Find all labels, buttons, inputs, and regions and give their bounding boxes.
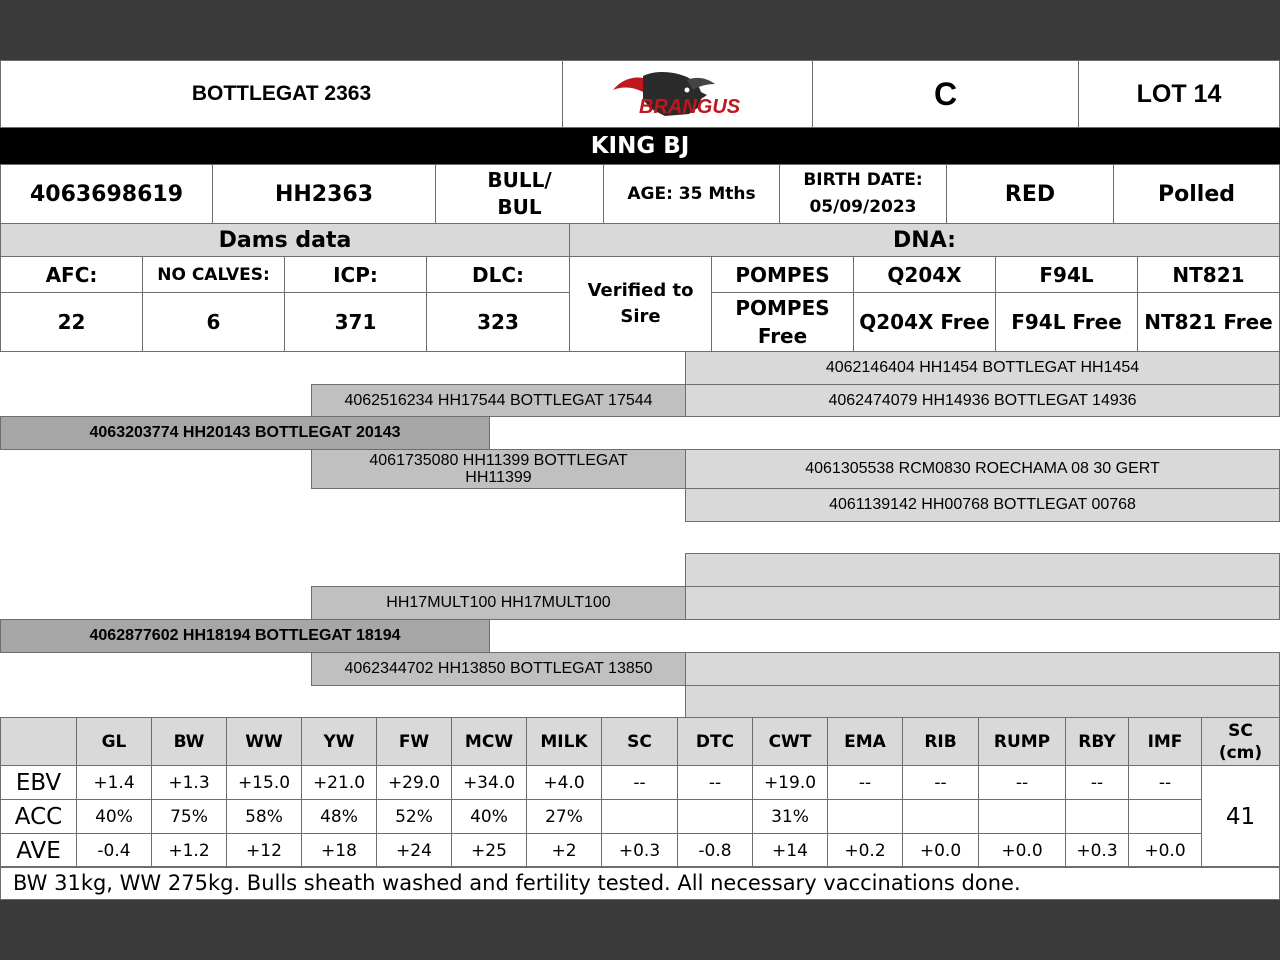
pedigree-dam: 4062877602 HH18194 BOTTLEGAT 18194: [0, 619, 490, 653]
colour: RED: [946, 164, 1114, 224]
ebv-cell: +19.0: [752, 765, 828, 800]
herd-id: HH2363: [212, 164, 436, 224]
ebv-header-ema: EMA: [827, 717, 903, 766]
pedigree-sss: 4062146404 HH1454 BOTTLEGAT HH1454: [685, 351, 1280, 385]
ebv-cell: -0.8: [677, 833, 753, 868]
ebv-header-bw: BW: [151, 717, 227, 766]
icp-label: ICP:: [284, 256, 427, 293]
age: AGE: 35 Mths: [603, 164, 780, 224]
ebv-cell: --: [1128, 765, 1202, 800]
ebv-header-dtc: DTC: [677, 717, 753, 766]
ebv-header-imf: IMF: [1128, 717, 1202, 766]
pedigree-dss: [685, 553, 1280, 587]
ebv-header-rby: RBY: [1065, 717, 1129, 766]
dna-result-f94l: F94L Free: [995, 292, 1138, 352]
dams-data-title: Dams data: [0, 223, 570, 257]
ebv-cell: 48%: [301, 799, 377, 834]
afc-label: AFC:: [0, 256, 143, 293]
ebv-cell: +0.3: [601, 833, 678, 868]
ebv-cell: 75%: [151, 799, 227, 834]
pedigree-dam-dam: 4062344702 HH13850 BOTTLEGAT 13850: [311, 652, 686, 686]
ebv-cell: 52%: [376, 799, 452, 834]
dlc-label: DLC:: [426, 256, 570, 293]
ebv-cell: [1128, 799, 1202, 834]
ebv-row-label-acc: ACC: [0, 799, 77, 834]
ebv-cell: 31%: [752, 799, 828, 834]
birth-date: [779, 164, 947, 224]
sc-cm-label: SC (cm): [1218, 720, 1263, 763]
ebv-cell: [978, 799, 1066, 834]
ebv-header-rib: RIB: [902, 717, 979, 766]
ebv-header-mcw: MCW: [451, 717, 527, 766]
ebv-cell: --: [601, 765, 678, 800]
ebv-cell: 58%: [226, 799, 302, 834]
lot-sheet: [0, 60, 1280, 900]
ebv-cell: +4.0: [526, 765, 602, 800]
ebv-row-label-ave: AVE: [0, 833, 77, 868]
ebv-cell: +0.0: [978, 833, 1066, 868]
ebv-header-milk: MILK: [526, 717, 602, 766]
pedigree-sds: 4061305538 RCM0830 ROECHAMA 08 30 GERT: [685, 449, 1280, 489]
dlc-value: 323: [426, 292, 570, 352]
dna-test-f94l: F94L: [995, 256, 1138, 293]
grade-letter: C: [812, 60, 1079, 128]
ebv-cell: +0.3: [1065, 833, 1129, 868]
pedigree-sire-dam-label: 4061735080 HH11399 BOTTLEGAT HH11399: [369, 452, 628, 486]
ebv-header-gl: GL: [76, 717, 152, 766]
verified-label: Verified to Sire: [587, 280, 694, 327]
ebv-cell: +2: [526, 833, 602, 868]
ebv-cell: [902, 799, 979, 834]
ebv-row-label-ebv: EBV: [0, 765, 77, 800]
ebv-header-fw: FW: [376, 717, 452, 766]
ebv-cell: --: [978, 765, 1066, 800]
ebv-cell: +0.0: [1128, 833, 1202, 868]
pedigree-dam-sire: HH17MULT100 HH17MULT100: [311, 586, 686, 620]
comments: [0, 866, 1280, 900]
ebv-cell: +1.4: [76, 765, 152, 800]
ebv-cell: [601, 799, 678, 834]
ebv-cell: --: [902, 765, 979, 800]
pedigree-sire-sire: 4062516234 HH17544 BOTTLEGAT 17544: [311, 384, 686, 417]
ebv-cell: --: [677, 765, 753, 800]
no-calves-value: 6: [142, 292, 285, 352]
dna-test-nt821: NT821: [1137, 256, 1280, 293]
animal-title: KING BJ: [0, 128, 1280, 164]
pedigree-sire-dam: [311, 449, 686, 489]
ebv-cell: [1065, 799, 1129, 834]
ebv-header-rump: RUMP: [978, 717, 1066, 766]
verified-to-sire: [569, 256, 712, 352]
dna-result-q204x: Q204X Free: [853, 292, 996, 352]
ebv-cell: [677, 799, 753, 834]
pedigree-dsd: [685, 586, 1280, 620]
ebv-cell: +1.2: [151, 833, 227, 868]
dna-result-pompes-label: POMPES Free: [735, 296, 830, 348]
afc-value: 22: [0, 292, 143, 352]
dna-result-pompes: [711, 292, 854, 352]
ebv-cell: 40%: [76, 799, 152, 834]
lot-number: LOT 14: [1078, 60, 1280, 128]
pedigree-ssd: 4062474079 HH14936 BOTTLEGAT 14936: [685, 384, 1280, 417]
ebv-cell: +24: [376, 833, 452, 868]
ebv-cell: +0.0: [902, 833, 979, 868]
ebv-cell: +15.0: [226, 765, 302, 800]
icp-value: 371: [284, 292, 427, 352]
pedigree-dds: [685, 652, 1280, 686]
bull-head-icon: [603, 68, 773, 120]
ebv-cell: [827, 799, 903, 834]
ebv-header-sc-cm: [1201, 717, 1280, 766]
brangus-logo: [562, 60, 813, 128]
ebv-cell: +21.0: [301, 765, 377, 800]
ebv-cell: +18: [301, 833, 377, 868]
ebv-cell: +0.2: [827, 833, 903, 868]
horn-status: Polled: [1113, 164, 1280, 224]
sc-value: 41: [1201, 765, 1280, 868]
ebv-header-ww: WW: [226, 717, 302, 766]
ebv-cell: --: [1065, 765, 1129, 800]
sex: [435, 164, 604, 224]
comments-text: BW 31kg, WW 275kg. Bulls sheath washed and fertility tested. All necessary vaccinations done.: [13, 871, 1021, 895]
logo-text: BRANGUS: [638, 96, 740, 118]
ebv-header-yw: YW: [301, 717, 377, 766]
ebv-cell: +29.0: [376, 765, 452, 800]
dna-title: DNA:: [569, 223, 1280, 257]
ebv-cell: 40%: [451, 799, 527, 834]
dna-test-q204x: Q204X: [853, 256, 996, 293]
animal-name: BOTTLEGAT 2363: [0, 60, 563, 128]
ebv-cell: +14: [752, 833, 828, 868]
birth-date-label: BIRTH DATE: 05/09/2023: [803, 170, 923, 217]
registration-number: 4063698619: [0, 164, 213, 224]
ebv-cell: --: [827, 765, 903, 800]
pedigree-sdd: 4061139142 HH00768 BOTTLEGAT 00768: [685, 488, 1280, 522]
ebv-corner: [0, 717, 77, 766]
pedigree-sire: 4063203774 HH20143 BOTTLEGAT 20143: [0, 416, 490, 450]
ebv-cell: +34.0: [451, 765, 527, 800]
sex-label: BULL/ BUL: [487, 168, 552, 219]
ebv-header-sc: SC: [601, 717, 678, 766]
ebv-cell: +1.3: [151, 765, 227, 800]
dna-test-pompes: POMPES: [711, 256, 854, 293]
ebv-cell: -0.4: [76, 833, 152, 868]
dna-result-nt821: NT821 Free: [1137, 292, 1280, 352]
ebv-cell: +25: [451, 833, 527, 868]
ebv-cell: +12: [226, 833, 302, 868]
no-calves-label: NO CALVES:: [142, 256, 285, 293]
ebv-header-cwt: CWT: [752, 717, 828, 766]
ebv-cell: 27%: [526, 799, 602, 834]
pedigree-ddd: [685, 685, 1280, 718]
